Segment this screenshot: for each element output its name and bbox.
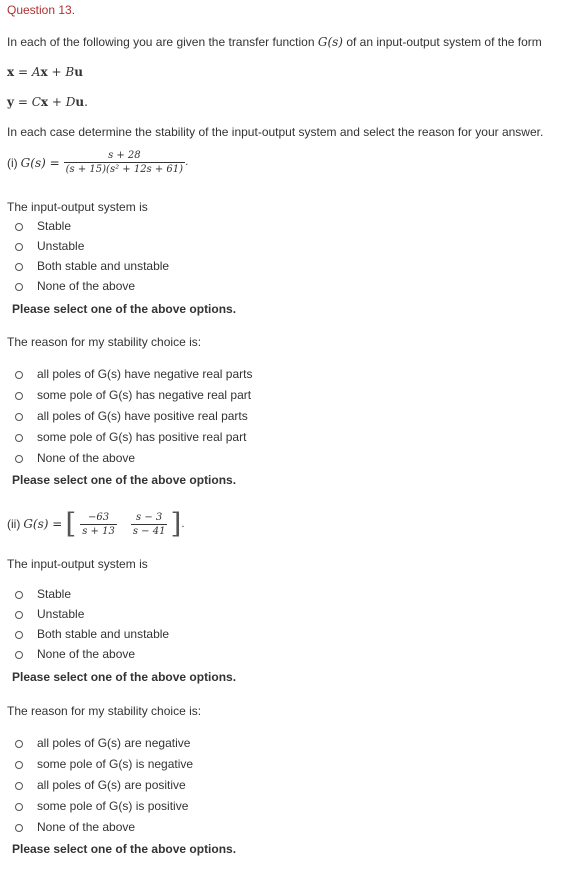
question-title: Question 13. bbox=[7, 3, 76, 17]
radio-icon[interactable] bbox=[15, 782, 23, 790]
instruction-text: In each case determine the stability of the input-output system and select the reason for your answer. bbox=[7, 125, 544, 139]
part2-stability-option-stable[interactable] bbox=[0, 587, 300, 603]
option-label: Both stable and unstable bbox=[37, 627, 170, 641]
part2-fraction-1 bbox=[80, 512, 117, 537]
part2-den2: s − 41 bbox=[132, 525, 166, 537]
part1-reason-option-1[interactable] bbox=[0, 367, 320, 383]
part1-denominator: (s + 15)(s² + 12s + 61) bbox=[65, 164, 184, 175]
eq1-x: x bbox=[40, 65, 48, 79]
part2-reason-option-5[interactable] bbox=[0, 820, 320, 836]
right-bracket-icon: ] bbox=[170, 507, 182, 540]
option-label: None of the above bbox=[37, 451, 136, 465]
part2-num1: −63 bbox=[87, 511, 110, 523]
part1-stability-warning: Please select one of the above options. bbox=[12, 302, 237, 316]
eq1-lhs: x bbox=[7, 65, 15, 79]
eq2-D: D bbox=[65, 95, 76, 109]
radio-icon[interactable] bbox=[15, 740, 23, 748]
radio-icon[interactable] bbox=[15, 413, 23, 421]
option-label: Unstable bbox=[37, 239, 85, 253]
part2-den1: s + 13 bbox=[82, 525, 115, 537]
option-label: Stable bbox=[37, 587, 72, 601]
part2-stability-option-unstable[interactable] bbox=[0, 607, 300, 623]
part2-stability-option-both[interactable] bbox=[0, 627, 300, 643]
part2-system-prompt: The input-output system is bbox=[7, 557, 148, 571]
part2-reason-warning: Please select one of the above options. bbox=[12, 842, 237, 856]
intro-text bbox=[7, 35, 542, 49]
eq1-B: B bbox=[65, 65, 75, 79]
option-label: Stable bbox=[37, 219, 72, 233]
part2-stability-option-none[interactable] bbox=[0, 647, 300, 663]
output-equation: y = Cx + Du. bbox=[7, 95, 88, 109]
part2-reason-option-4[interactable] bbox=[0, 799, 320, 815]
part1-reason-option-4[interactable] bbox=[0, 430, 320, 446]
intro-tail: of an input-output system of the form bbox=[346, 35, 542, 49]
part2-reason-option-1[interactable] bbox=[0, 736, 320, 752]
part2-num2: s − 3 bbox=[136, 511, 163, 523]
radio-icon[interactable] bbox=[15, 803, 23, 811]
part1-reason-option-5[interactable] bbox=[0, 451, 320, 467]
part2-label: (ii) bbox=[7, 517, 21, 531]
eq2-x: x bbox=[40, 95, 49, 109]
part2-reason-option-2[interactable] bbox=[0, 757, 320, 773]
part1-reason-warning: Please select one of the above options. bbox=[12, 473, 237, 487]
option-label: all poles of G(s) have positive real parts bbox=[37, 409, 248, 423]
eq2-u: u bbox=[75, 95, 85, 109]
option-label: some pole of G(s) is negative bbox=[37, 757, 194, 771]
eq1-A: A bbox=[31, 65, 41, 79]
part1-reason-option-3[interactable] bbox=[0, 409, 320, 425]
radio-icon[interactable] bbox=[15, 761, 23, 769]
eq1-u: u bbox=[74, 65, 83, 79]
part1-stability-option-both[interactable] bbox=[0, 259, 300, 275]
left-bracket-icon: [ bbox=[65, 507, 77, 540]
intro-lead: In each of the following you are given the transfer function bbox=[7, 35, 315, 49]
radio-icon[interactable] bbox=[15, 283, 23, 291]
option-label: None of the above bbox=[37, 820, 136, 834]
part1-stability-option-stable[interactable] bbox=[0, 219, 300, 235]
option-label: Unstable bbox=[37, 607, 85, 621]
radio-icon[interactable] bbox=[15, 263, 23, 271]
option-label: None of the above bbox=[37, 279, 136, 293]
radio-icon[interactable] bbox=[15, 371, 23, 379]
part1-stability-option-unstable[interactable] bbox=[0, 239, 300, 255]
part2-reason-prompt: The reason for my stability choice is: bbox=[7, 704, 202, 718]
part2-reason-option-3[interactable] bbox=[0, 778, 320, 794]
radio-icon[interactable] bbox=[15, 631, 23, 639]
part2-fraction-2 bbox=[131, 512, 168, 537]
option-label: all poles of G(s) have negative real parts bbox=[37, 367, 253, 381]
radio-icon[interactable] bbox=[15, 223, 23, 231]
option-label: Both stable and unstable bbox=[37, 259, 170, 273]
option-label: all poles of G(s) are positive bbox=[37, 778, 186, 792]
option-label: None of the above bbox=[37, 647, 136, 661]
part1-numerator: s + 28 bbox=[108, 150, 141, 161]
part2-transfer-function: (ii) G(s) = [ $\frac{-63}{s + 13}$ $\frac{s - 3}{s - 41}$ ] . bbox=[7, 507, 185, 540]
part1-fraction bbox=[64, 150, 185, 175]
part1-reason-option-2[interactable] bbox=[0, 388, 320, 404]
option-label: all poles of G(s) are negative bbox=[37, 736, 191, 750]
radio-icon[interactable] bbox=[15, 611, 23, 619]
part1-stability-option-none[interactable] bbox=[0, 279, 300, 295]
part1-G: G(s) = bbox=[20, 155, 60, 170]
eq2-lhs: y bbox=[7, 95, 14, 109]
option-label: some pole of G(s) has negative real part bbox=[37, 388, 252, 402]
option-label: some pole of G(s) has positive real part bbox=[37, 430, 247, 444]
intro-G: G(s) bbox=[317, 35, 343, 49]
radio-icon[interactable] bbox=[15, 651, 23, 659]
radio-icon[interactable] bbox=[15, 824, 23, 832]
radio-icon[interactable] bbox=[15, 434, 23, 442]
part1-system-prompt: The input-output system is bbox=[7, 200, 148, 214]
radio-icon[interactable] bbox=[15, 455, 23, 463]
part2-stability-warning: Please select one of the above options. bbox=[12, 670, 237, 684]
state-equation: x = Ax + Bu bbox=[7, 65, 83, 79]
radio-icon[interactable] bbox=[15, 392, 23, 400]
part1-label: (i) bbox=[7, 155, 18, 170]
part1-transfer-function: (i) G(s) = $\frac{s + 28}{\text{(s + 15)(s² + 12s + 61)}}$ . bbox=[7, 150, 189, 175]
radio-icon[interactable] bbox=[15, 591, 23, 599]
part2-G: G(s) = bbox=[23, 517, 63, 531]
eq2-C: C bbox=[31, 95, 41, 109]
part1-reason-prompt: The reason for my stability choice is: bbox=[7, 335, 202, 349]
radio-icon[interactable] bbox=[15, 243, 23, 251]
option-label: some pole of G(s) is positive bbox=[37, 799, 189, 813]
